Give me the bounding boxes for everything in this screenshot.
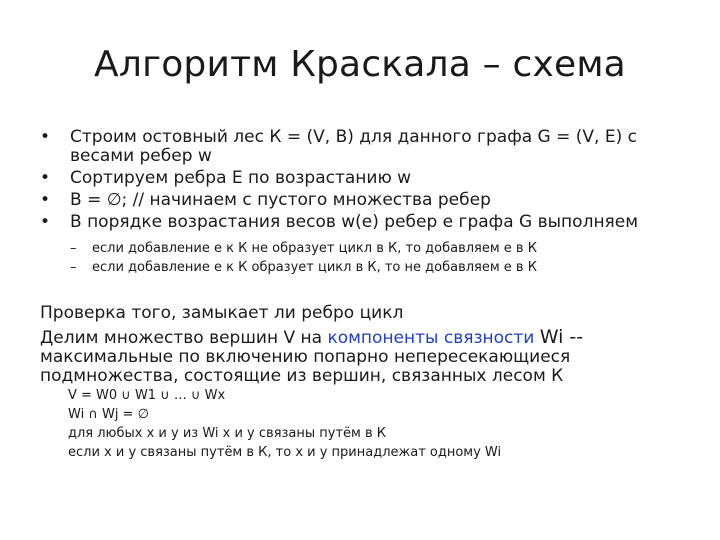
components-term: компоненты связности xyxy=(327,328,535,348)
bullet-dot-icon: • xyxy=(40,127,51,147)
property-line: Wi ∩ Wj = ∅ xyxy=(68,407,149,422)
bullet-text: Строим остовный лес К = (V, B) для данного графа G = (V, E) с весами ребер w xyxy=(70,127,637,166)
bullet-text: B = ∅; // начинаем с пустого множества ребер xyxy=(70,190,491,210)
components-paragraph xyxy=(40,328,680,386)
bullet-item xyxy=(40,169,680,188)
bullet-list xyxy=(40,128,680,235)
bullet-dot-icon: • xyxy=(40,190,51,210)
components-wi: Wi -- xyxy=(539,326,584,348)
bullet-dot-icon: • xyxy=(40,212,51,232)
sub-bullet-text: если добавление e к К образует цикл в К, то не добавляем e в К xyxy=(92,260,537,275)
bullet-text: В порядке возрастания весов w(e) ребер e графа G выполняем xyxy=(70,212,639,232)
bullet-item xyxy=(40,213,680,232)
sub-bullet-list xyxy=(70,239,650,277)
sub-bullet-item xyxy=(70,258,650,277)
sub-bullet-item xyxy=(70,239,650,258)
dash-icon: – xyxy=(70,260,77,275)
slide-title: Алгоритм Краскала – схема xyxy=(94,44,626,85)
bullet-text: Сортируем ребра E по возрастанию w xyxy=(70,168,412,188)
property-line: если x и y связаны путём в К, то x и y принадлежат одному Wi xyxy=(68,445,502,460)
components-prefix: Делим множество вершин V на xyxy=(40,328,323,348)
property-line: V = W0 ∪ W1 ∪ … ∪ Wx xyxy=(68,388,226,403)
property-line: для любых x и y из Wi x и y связаны путём в К xyxy=(68,426,387,441)
check-title: Проверка того, замыкает ли ребро цикл xyxy=(40,303,404,323)
dash-icon: – xyxy=(70,241,77,256)
bullet-item xyxy=(40,191,680,210)
components-properties xyxy=(68,386,668,462)
components-rest: максимальные по включению попарно непересекающиеся подмножества, состоящие из вершин, связанных лесом К xyxy=(40,347,571,386)
sub-bullet-text: если добавление e к К не образует цикл в К, то добавляем e в К xyxy=(92,241,537,256)
bullet-item xyxy=(40,128,680,166)
bullet-dot-icon: • xyxy=(40,168,51,188)
